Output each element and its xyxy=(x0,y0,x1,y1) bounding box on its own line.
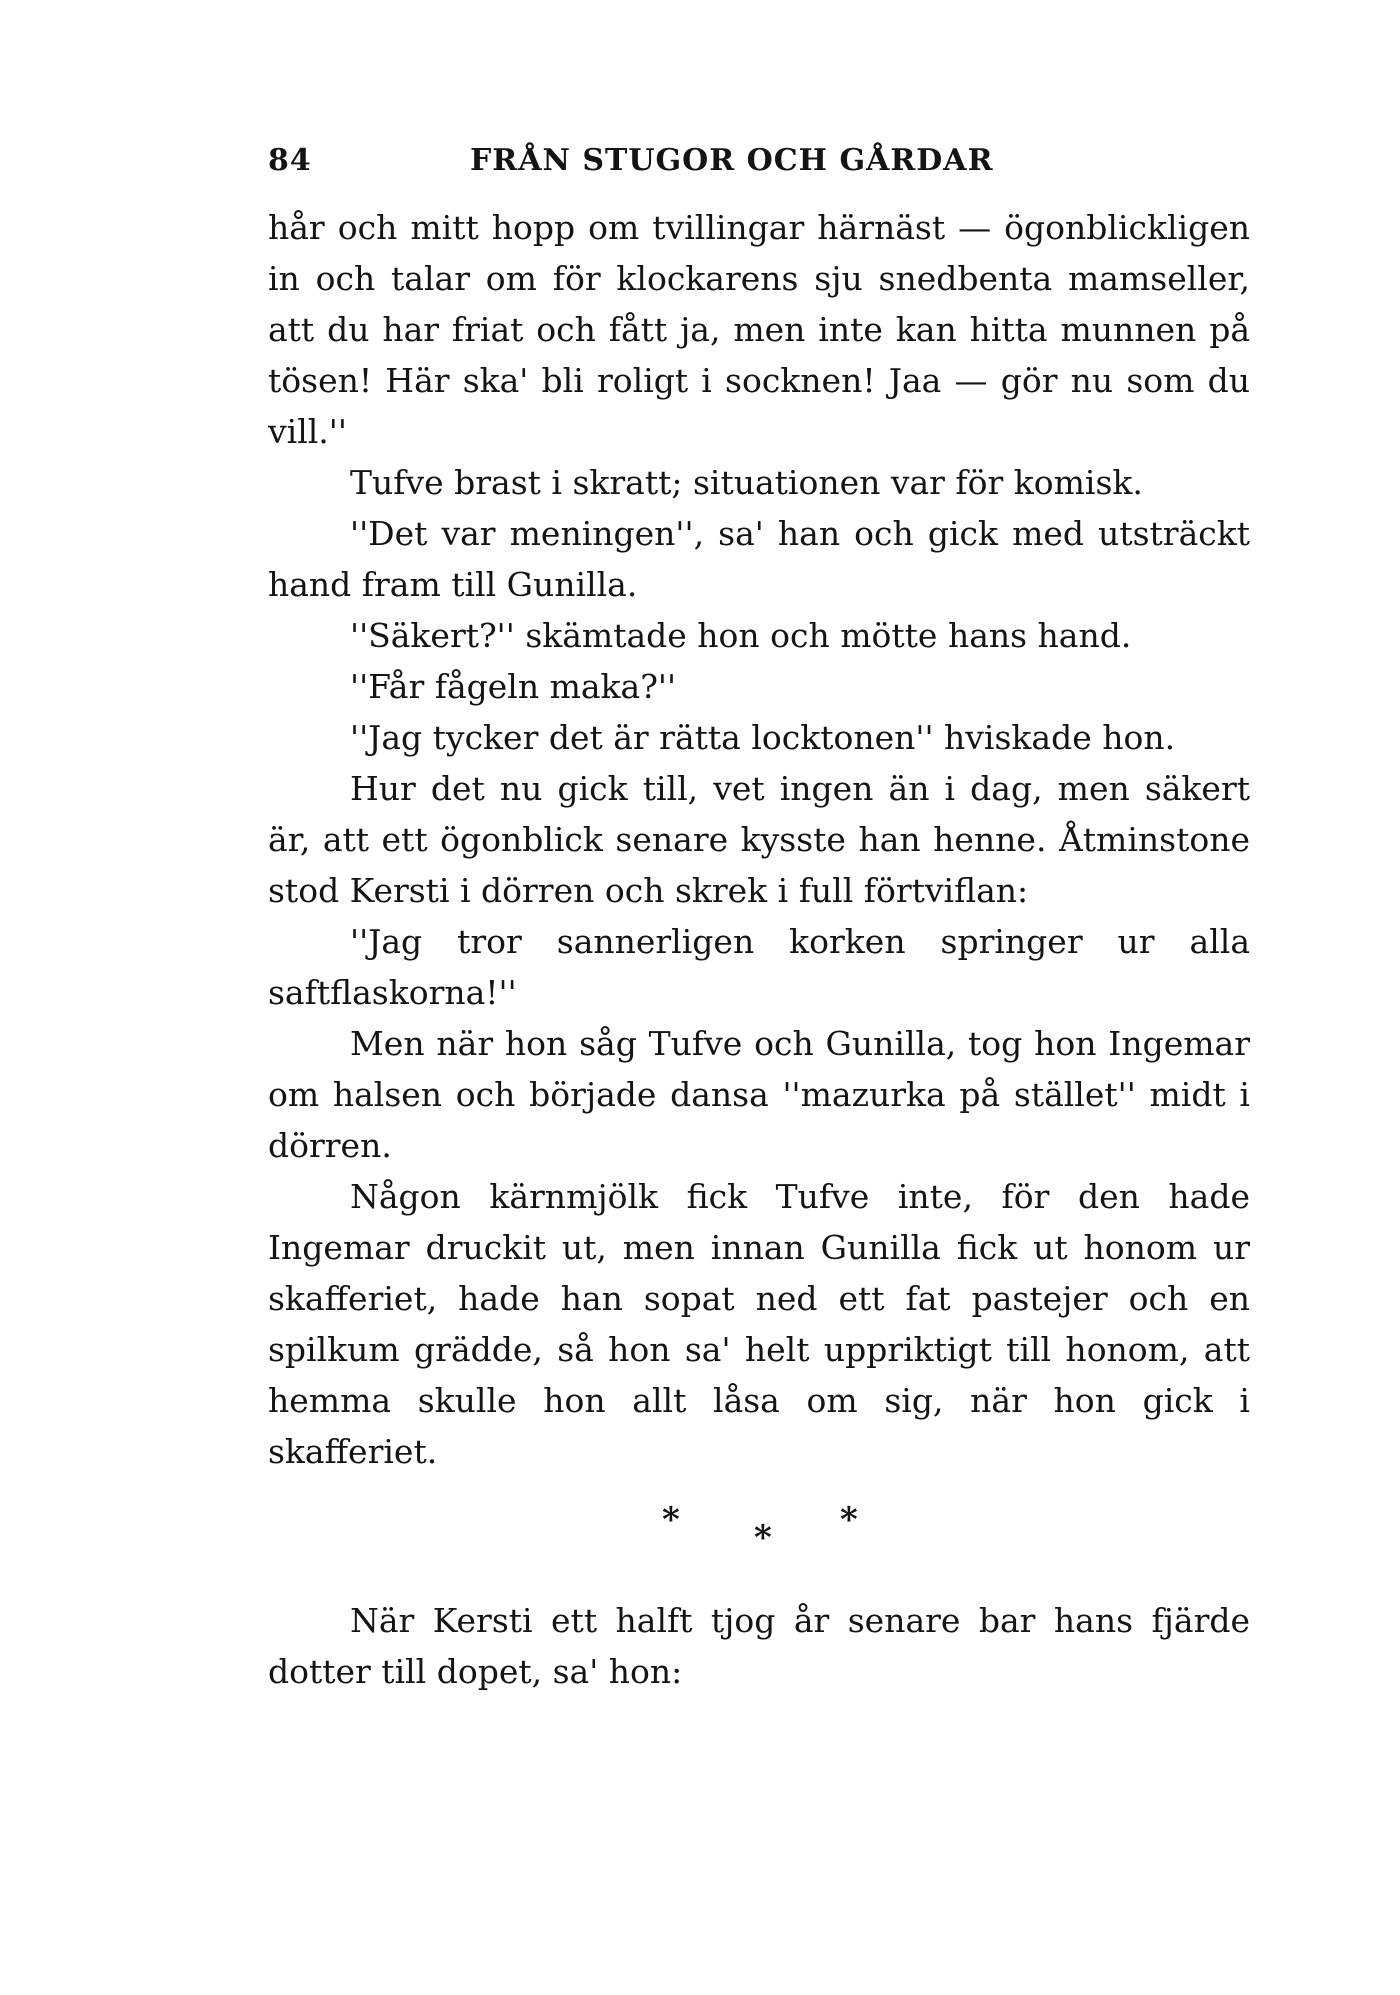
section-break-asterism xyxy=(268,1477,1250,1595)
paragraph: ''Säkert?'' skämtade hon och mötte hans hand. xyxy=(350,616,1132,655)
paragraph: ''Får fågeln maka?'' xyxy=(350,667,677,706)
page-number: 84 xyxy=(268,143,312,178)
body-text xyxy=(268,202,1250,1697)
paragraph: Någon kärnmjölk fick Tufve inte, för den hade Ingemar druckit ut, men innan Gunilla fick ut honom ur skafferiet, hade han sopat ned ett fat pastejer och en spilkum grädde, så hon sa' helt uppriktigt till honom, att hemma skulle hon allt låsa om sig, när hon gick i skafferiet. xyxy=(268,1177,1250,1471)
paragraph: ''Jag tycker det är rätta locktonen'' hviskade hon. xyxy=(350,718,1176,757)
paragraph: Tufve brast i skratt; situationen var för komisk. xyxy=(350,463,1143,502)
paragraph: ''Det var meningen'', sa' han och gick med utsträckt hand fram till Gunilla. xyxy=(268,514,1250,604)
asterisk: * xyxy=(754,1518,772,1558)
paragraph: Hur det nu gick till, vet ingen än i dag, men säkert är, att ett ögonblick senare kysste han henne. Åtminstone stod Kersti i dörren och skrek i full förtviflan: xyxy=(268,769,1250,910)
running-title: FRÅN STUGOR OCH GÅRDAR xyxy=(470,143,994,178)
paragraph: Men när hon såg Tufve och Gunilla, tog hon Ingemar om halsen och började dansa ''mazurka på stället'' midt i dörren. xyxy=(268,1024,1250,1165)
paragraph: ''Jag tror sannerligen korken springer ur alla saftflaskorna!'' xyxy=(268,922,1250,1012)
asterisk: * xyxy=(840,1500,858,1540)
paragraph: hår och mitt hopp om tvillingar härnäst — ögonblickligen in och talar om för klockarens sju snedbenta mamseller, att du har friat och fått ja, men inte kan hitta munnen på tösen! Här ska' bli roligt i socknen! Jaa — gör nu som du vill.'' xyxy=(268,208,1250,451)
asterisk: * xyxy=(662,1500,680,1540)
final-paragraph: När Kersti ett halft tjog år senare bar hans fjärde dotter till dopet, sa' hon: xyxy=(268,1601,1250,1691)
page-header xyxy=(268,143,1250,183)
